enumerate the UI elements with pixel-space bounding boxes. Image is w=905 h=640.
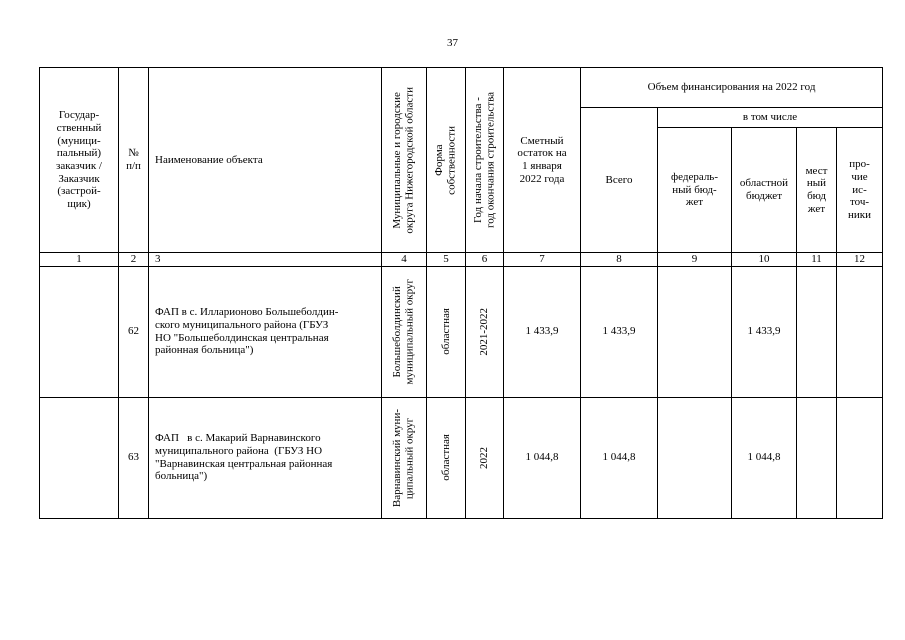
header-text: областной bbox=[739, 177, 789, 190]
header-text: мест bbox=[805, 164, 828, 177]
cell-estimate: 1 433,9 bbox=[504, 266, 581, 397]
column-number: 2 bbox=[119, 253, 149, 267]
column-number: 6 bbox=[466, 253, 504, 267]
column-number: 9 bbox=[658, 253, 732, 267]
column-number: 12 bbox=[837, 253, 883, 267]
header-text: чие bbox=[851, 171, 868, 184]
column-number: 10 bbox=[732, 253, 797, 267]
header-text: Сметный bbox=[520, 134, 564, 147]
cell-district bbox=[382, 266, 427, 397]
cell-customer bbox=[40, 397, 119, 518]
object-name-line: НО "Большеболдинская центральная bbox=[155, 331, 329, 344]
district-line: Варнавинский муни- bbox=[391, 408, 404, 507]
years-text: 2022 bbox=[478, 446, 491, 469]
column-number: 11 bbox=[797, 253, 837, 267]
object-name-line: "Варнавинская центральная районная bbox=[155, 457, 333, 470]
header-total: Всего bbox=[581, 108, 658, 253]
header-local bbox=[797, 128, 837, 253]
cell-ownership bbox=[427, 266, 466, 397]
column-number: 4 bbox=[382, 253, 427, 267]
header-ownership bbox=[427, 68, 466, 253]
header-object-name: Наименование объекта bbox=[149, 68, 382, 253]
header-funding: Объем финансирования на 2022 год bbox=[581, 68, 883, 108]
cell-federal bbox=[658, 266, 732, 397]
object-name-line: районная больница") bbox=[155, 344, 254, 357]
ownership-text: областная bbox=[439, 434, 452, 481]
district-line: ципальный округ bbox=[404, 417, 416, 499]
header-text: (застрой- bbox=[57, 185, 101, 198]
header-text: Год начала строительства - bbox=[471, 97, 484, 223]
header-text: бюджет bbox=[746, 190, 782, 202]
header-federal bbox=[658, 128, 732, 253]
district-line: муниципальный округ bbox=[404, 278, 416, 385]
cell-object-name bbox=[149, 397, 382, 518]
header-text: (муници- bbox=[57, 134, 101, 147]
header-years bbox=[466, 68, 504, 253]
object-name-line: ФАП в с. Илларионово Большеболдин- bbox=[155, 306, 339, 319]
header-customer bbox=[40, 68, 119, 253]
table-row bbox=[40, 266, 883, 397]
header-text: федераль- bbox=[671, 171, 718, 184]
header-other bbox=[837, 128, 883, 253]
cell-number: 63 bbox=[119, 397, 149, 518]
header-text: ственный bbox=[56, 122, 102, 135]
district-line: Большеболдинский bbox=[391, 285, 404, 378]
header-including: в том числе bbox=[658, 108, 883, 128]
header-text: заказчик / bbox=[56, 160, 102, 172]
header-text: Заказчик bbox=[58, 172, 100, 185]
header-text: собственности bbox=[446, 125, 458, 195]
header-text: 2022 года bbox=[519, 172, 565, 185]
header-text: 1 января bbox=[522, 160, 562, 172]
header-text: ный бюд- bbox=[672, 183, 717, 196]
header-text: остаток на bbox=[517, 147, 567, 160]
header-text: жет bbox=[685, 196, 704, 209]
cell-customer bbox=[40, 266, 119, 397]
header-text: ный bbox=[806, 177, 827, 190]
column-number: 1 bbox=[40, 253, 119, 267]
cell-years bbox=[466, 266, 504, 397]
header-regional bbox=[732, 128, 797, 253]
cell-years bbox=[466, 397, 504, 518]
cell-district bbox=[382, 397, 427, 518]
financing-table bbox=[39, 67, 883, 519]
cell-federal bbox=[658, 397, 732, 518]
header-text: п/п bbox=[126, 160, 141, 172]
column-numbers-row bbox=[40, 253, 883, 267]
cell-other bbox=[837, 397, 883, 518]
object-name-line: ФАП в с. Макарий Варнавинского bbox=[155, 432, 321, 445]
header-text: год окончания строительства bbox=[484, 92, 497, 228]
column-number: 8 bbox=[581, 253, 658, 267]
header-text: щик) bbox=[67, 197, 91, 210]
cell-other bbox=[837, 266, 883, 397]
page-number: 37 bbox=[447, 37, 458, 49]
column-number: 3 bbox=[149, 253, 382, 267]
header-text: пальный) bbox=[56, 147, 102, 160]
header-text: ники bbox=[848, 208, 872, 221]
header-text: Форма bbox=[433, 144, 446, 176]
table-row bbox=[40, 397, 883, 518]
cell-estimate: 1 044,8 bbox=[504, 397, 581, 518]
cell-local bbox=[797, 397, 837, 518]
header-text: жет bbox=[807, 202, 826, 215]
header-district bbox=[382, 68, 427, 253]
cell-object-name bbox=[149, 266, 382, 397]
object-name-line: больница") bbox=[155, 470, 208, 483]
header-number bbox=[119, 68, 149, 253]
object-name-line: муниципального района (ГБУЗ НО bbox=[155, 445, 323, 457]
cell-regional: 1 044,8 bbox=[732, 397, 797, 518]
header-text: про- bbox=[849, 158, 870, 171]
header-text: Муниципальные и городские bbox=[391, 91, 404, 229]
cell-total: 1 044,8 bbox=[581, 397, 658, 518]
column-number: 7 bbox=[504, 253, 581, 267]
years-text: 2021-2022 bbox=[478, 307, 491, 356]
header-text: бюд bbox=[807, 190, 826, 202]
header-text: № bbox=[128, 147, 139, 160]
header-text: ис- bbox=[852, 183, 867, 196]
header-text: Государ- bbox=[58, 109, 100, 122]
ownership-text: областная bbox=[439, 308, 452, 355]
cell-ownership bbox=[427, 397, 466, 518]
header-text: точ- bbox=[849, 196, 870, 209]
object-name-line: ского муниципального района (ГБУЗ bbox=[155, 319, 329, 331]
header-row bbox=[40, 68, 883, 108]
header-text: округа Нижегородской области bbox=[404, 86, 416, 234]
cell-total: 1 433,9 bbox=[581, 266, 658, 397]
cell-number: 62 bbox=[119, 266, 149, 397]
cell-regional: 1 433,9 bbox=[732, 266, 797, 397]
header-estimate bbox=[504, 68, 581, 253]
column-number: 5 bbox=[427, 253, 466, 267]
cell-local bbox=[797, 266, 837, 397]
